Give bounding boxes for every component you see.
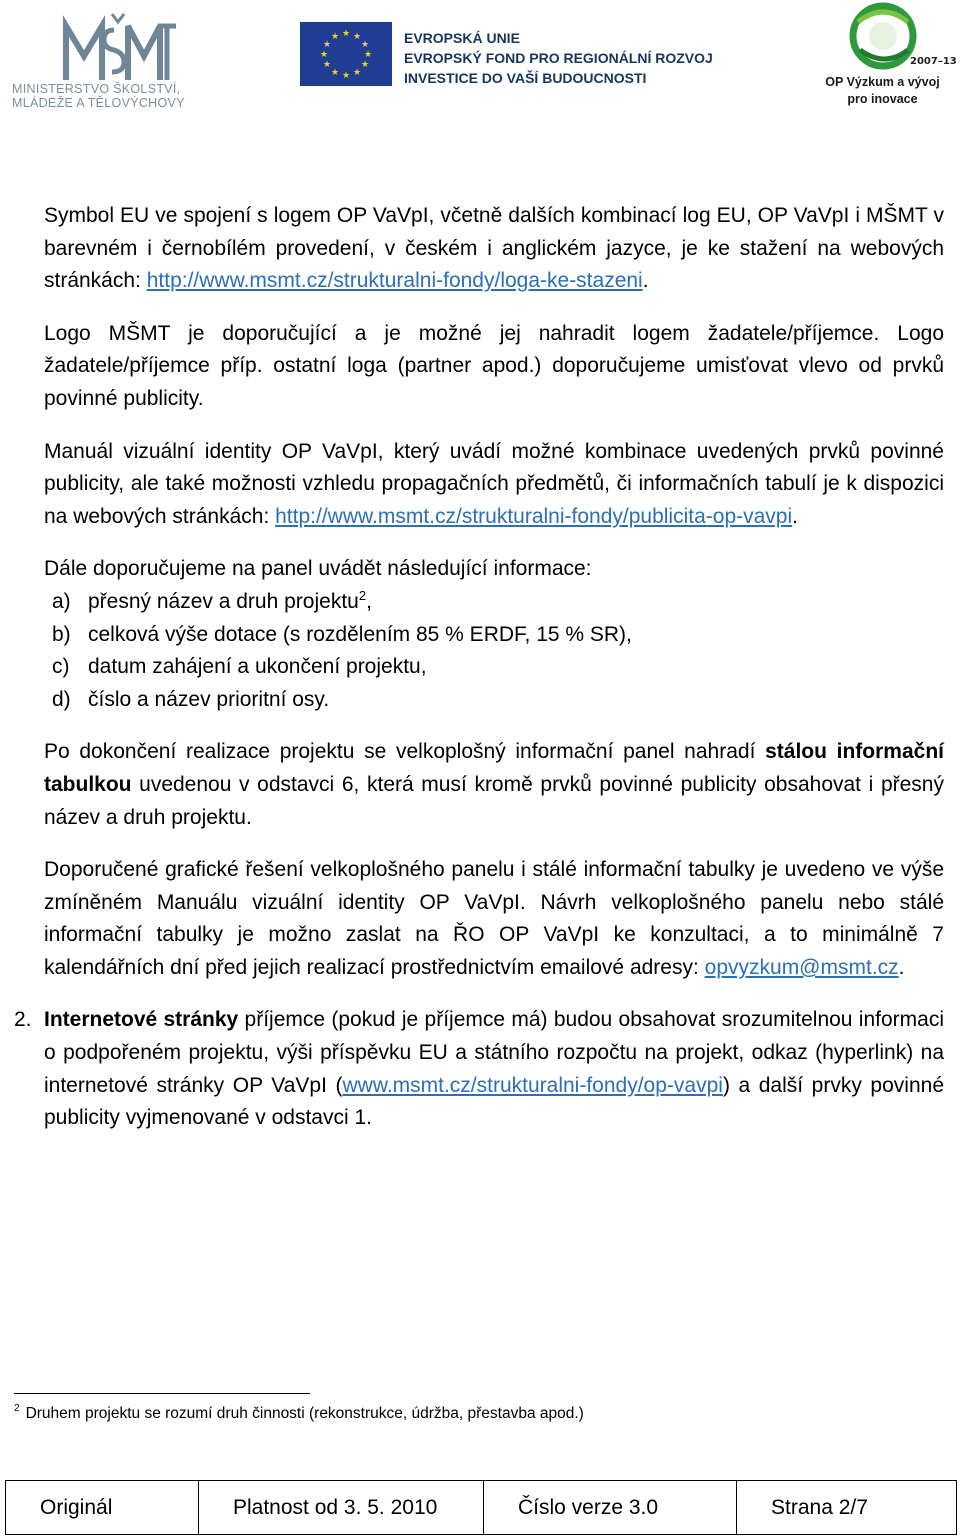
svg-text:★: ★ — [352, 32, 362, 42]
msmt-monogram-icon — [62, 12, 177, 82]
list-item-tail: , — [366, 589, 372, 613]
footnote-separator — [14, 1393, 310, 1394]
list-item-text: přesný název a druh projektu — [88, 589, 359, 613]
paragraph-end: . — [792, 504, 798, 528]
svg-text:★: ★ — [360, 40, 370, 50]
numbered-item-websites — [14, 1004, 944, 1134]
svg-text:★: ★ — [319, 50, 329, 60]
msmt-name-line2: MLÁDEŽE A TĚLOVÝCHOVY — [12, 96, 185, 110]
eu-logo-line2: EVROPSKÝ FOND PRO REGIONÁLNÍ ROZVOJ — [404, 50, 713, 66]
footer-version: Číslo verze 3.0 — [484, 1481, 737, 1535]
op-vavpi-logo — [810, 2, 955, 112]
paragraph-end: . — [642, 269, 649, 293]
list-marker: c) — [52, 655, 70, 679]
op-vavpi-swirl-icon — [818, 2, 957, 70]
footnote-text: Druhem projektu se rozumí druh činnosti (rekonstrukce, údržba, přestavba apod.) — [25, 1405, 584, 1422]
list-item-text: celková výše dotace (s rozdělením 85 % ERDF, 15 % SR), — [88, 622, 632, 646]
paragraph-manual — [44, 436, 944, 534]
eu-logo-line3: INVESTICE DO VAŠÍ BUDOUCNOSTI — [404, 70, 647, 86]
list-marker: b) — [52, 622, 71, 646]
paragraph-text: Symbol EU ve spojení s logem OP VaVpI, včetně dalších kombinací log EU, OP VaVpI i MŠMT v barevném i černobílém provedení, v českém i anglickém jazyce, je ke stažení na webových stránkách: — [44, 204, 944, 293]
email-link[interactable]: opvyzkum@msmt.cz — [704, 955, 899, 979]
footer-page: Strana 2/7 — [737, 1481, 957, 1535]
svg-text:★: ★ — [352, 68, 362, 78]
svg-text:★: ★ — [330, 68, 340, 78]
eu-logo — [300, 22, 713, 92]
list-item — [8, 651, 944, 684]
bold-term: stálou informační tabulkou — [44, 740, 944, 796]
table-row — [6, 1481, 957, 1535]
paragraph-text: Manuál vizuální identity OP VaVpI, který uvádí možné kombinace uvedených prvků povinné publicity, ale také možnosti vzhledu propagačních předmětů, či informačních tabulí je k dispozici na webových stránkách: — [44, 439, 944, 528]
msmt-logo — [12, 10, 212, 110]
paragraph-text: uvedenou v odstavci 6, která musí kromě prvků povinné publicity obsahovat i přesný název a druh projektu. — [44, 772, 944, 829]
svg-text:★: ★ — [322, 60, 332, 70]
op-vavpi-link[interactable]: www.msmt.cz/strukturalni-fondy/op-vavpi — [342, 1073, 723, 1097]
bold-term: Internetové stránky — [44, 1008, 239, 1032]
document-body — [14, 200, 944, 1155]
paragraph-logo-download — [44, 200, 944, 298]
publicita-link[interactable]: http://www.msmt.cz/strukturalni-fondy/publicita-op-vavpi — [275, 504, 793, 528]
msmt-name-line1: MINISTERSTVO ŠKOLSTVÍ, — [12, 82, 181, 96]
op-logo-line2: pro inovace — [847, 92, 918, 106]
paragraph-text: příjemce (pokud je příjemce má) budou obsahovat srozumitelnou informaci o podpořeném projektu, výši příspěvku EU a státního rozpočtu na projekt, odkaz (hyperlink) na internetové stránky OP VaVpI ( — [44, 1008, 944, 1097]
paragraph-text: Doporučené grafické řešení velkoplošného panelu i stálé informační tabulky je uvedeno ve výše zmíněném Manuálu vizuální identity OP VaVpI. Návrh velkoplošného panelu nebo stálé informační tabulky je možno zaslat na ŘO OP VaVpI ke konzultaci, a to minimálně 7 kalendářních dní před jejich realizací prostřednictvím emailové adresy: — [44, 858, 944, 979]
op-logo-line1: OP Výzkum a vývoj — [825, 75, 940, 89]
list-item — [8, 586, 944, 619]
paragraph-msmt-logo: Logo MŠMT je doporučující a je možné jej nahradit logem žadatele/příjemce. Logo žadatele/příjemce příp. ostatní loga (partner apod.) doporučujeme umisťovat vlevo od prvků povinné publicity. — [44, 321, 944, 410]
eu-logo-line1: EVROPSKÁ UNIE — [404, 30, 520, 46]
page-header — [0, 0, 960, 120]
list-item — [8, 619, 944, 652]
paragraph-graphic-design — [44, 854, 944, 984]
paragraph-text: Po dokončení realizace projektu se velkoplošný informační panel nahradí — [44, 740, 766, 764]
svg-text:★: ★ — [363, 50, 373, 60]
svg-text:★: ★ — [330, 32, 340, 42]
list-item-text: datum zahájení a ukončení projektu, — [88, 655, 427, 679]
list-marker: d) — [52, 687, 71, 711]
svg-text:★: ★ — [341, 71, 351, 81]
list-item-text: číslo a název prioritní osy. — [88, 687, 330, 711]
footnote — [14, 1404, 584, 1424]
paragraph-permanent-plaque — [44, 736, 944, 834]
footnote-ref[interactable]: 2 — [358, 587, 367, 603]
page-footer-table — [5, 1480, 957, 1535]
list-marker: a) — [52, 589, 71, 613]
footer-validity: Platnost od 3. 5. 2010 — [199, 1481, 484, 1535]
loga-ke-stazeni-link[interactable]: http://www.msmt.cz/strukturalni-fondy/loga-ke-stazeni — [146, 269, 643, 293]
paragraph-end: . — [898, 955, 905, 979]
paragraph-panel-info-intro: Dále doporučujeme na panel uvádět následující informace: — [44, 557, 592, 581]
list-item — [8, 684, 944, 717]
svg-text:★: ★ — [322, 40, 332, 50]
op-years-label: 2007–13 — [910, 56, 957, 67]
svg-text:★: ★ — [360, 60, 370, 70]
footer-original: Originál — [6, 1481, 199, 1535]
eu-flag-icon — [300, 22, 392, 86]
footnote-number: 2 — [14, 1403, 20, 1414]
item-number: 2. — [14, 1008, 32, 1032]
svg-text:★: ★ — [341, 29, 351, 39]
panel-info-list — [44, 586, 944, 716]
paragraph-text: ) a další prvky povinné publicity vyjmenované v odstavci 1. — [44, 1073, 944, 1130]
